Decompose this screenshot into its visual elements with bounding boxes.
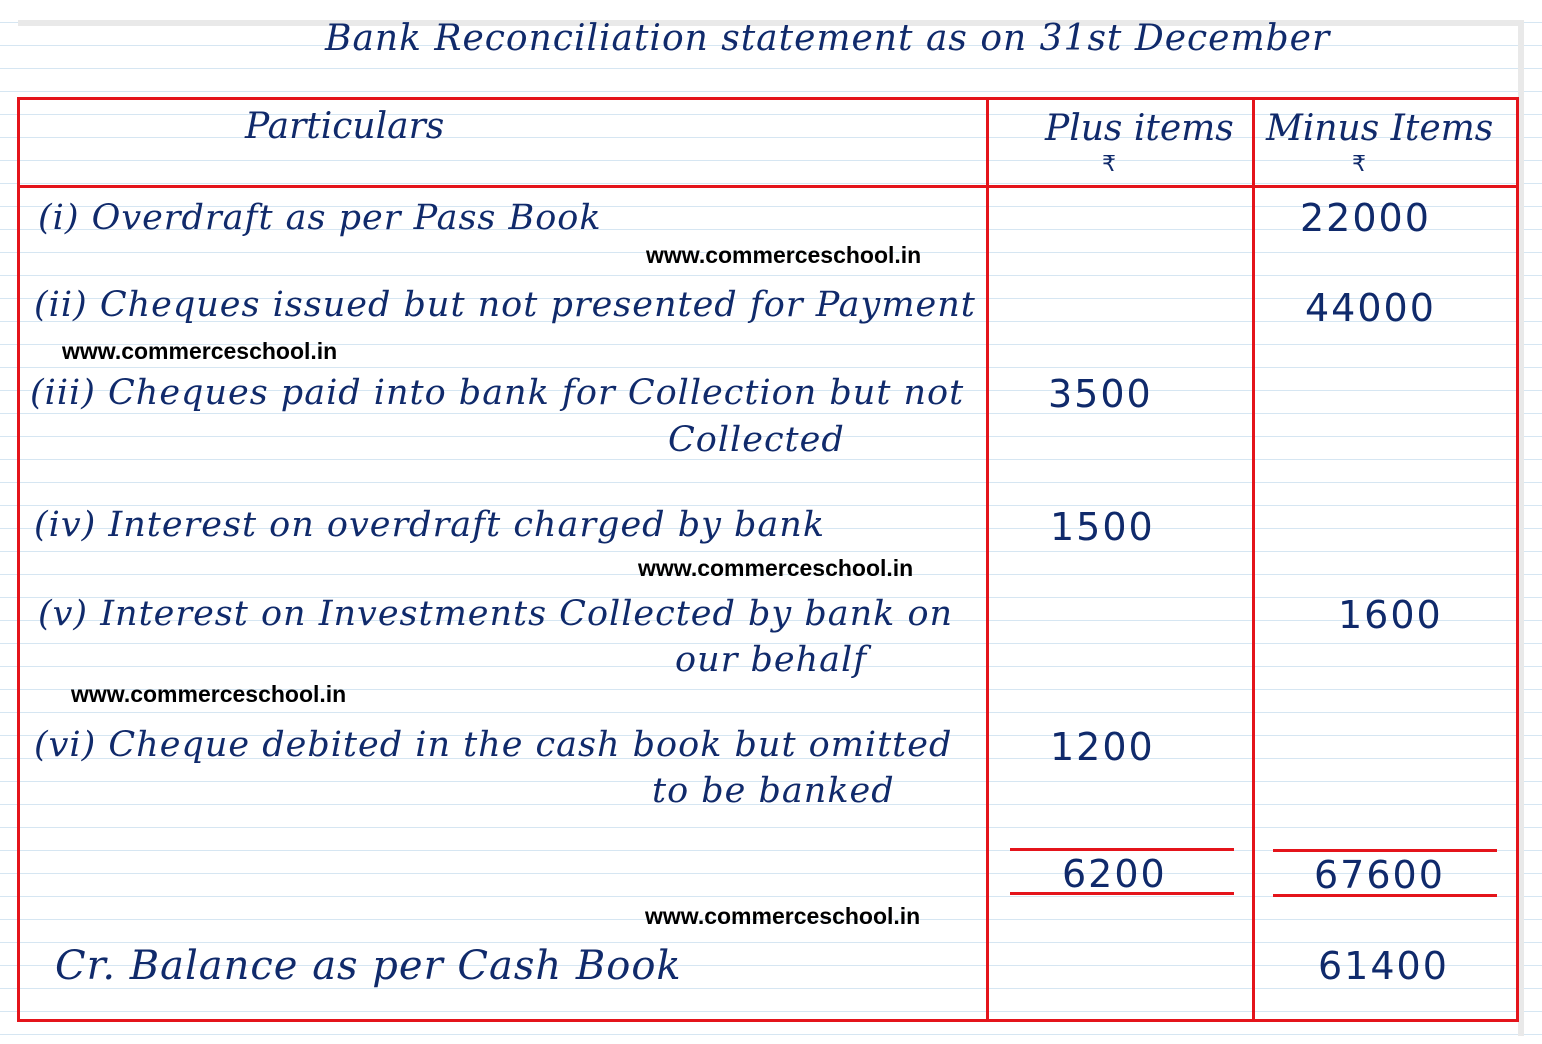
watermark-2: www.commerceschool.in [62,338,338,364]
row-1-label: (i) Overdraft as per Pass Book [38,198,602,238]
plus-total-rule-top [1010,848,1234,851]
row-5-label: (v) Interest on Investments Collected by bank on [38,594,954,634]
column-divider-2 [1252,99,1255,1020]
watermark-5: www.commerceschool.in [645,903,921,929]
minus-total: 67600 [1314,853,1445,897]
minus-items-header: Minus Items [1266,108,1494,149]
minus-total-rule-top [1273,849,1497,852]
row-6-label-continued: to be banked [652,771,895,811]
column-divider-1 [986,99,989,1020]
statement-title: Bank Reconciliation statement as on 31st December [325,18,1331,59]
watermark-3: www.commerceschool.in [638,555,914,581]
plus-items-header: Plus items [1045,108,1234,149]
particulars-header: Particulars [245,106,445,147]
header-divider [19,185,1517,188]
watermark-4: www.commerceschool.in [71,681,347,707]
row-2-minus: 44000 [1305,286,1436,330]
row-5-label-continued: our behalf [675,640,868,680]
row-3-label: (iii) Cheques paid into bank for Collection but not [30,373,965,413]
row-4-label: (iv) Interest on overdraft charged by bank [34,505,826,545]
row-1-minus: 22000 [1300,196,1431,240]
plus-rupee-symbol: ₹ [1102,152,1116,177]
row-2-label: (ii) Cheques issued but not presented for Payment [34,285,976,325]
plus-total: 6200 [1062,852,1167,896]
minus-rupee-symbol: ₹ [1352,152,1366,177]
balance-label: Cr. Balance as per Cash Book [55,943,682,989]
watermark-1: www.commerceschool.in [646,242,922,268]
row-5-minus: 1600 [1338,593,1443,637]
row-3-plus: 3500 [1048,372,1153,416]
row-3-label-continued: Collected [668,420,845,460]
row-6-label: (vi) Cheque debited in the cash book but omitted [34,725,953,765]
row-6-plus: 1200 [1050,725,1155,769]
balance-minus: 61400 [1318,944,1449,988]
row-4-plus: 1500 [1050,505,1155,549]
